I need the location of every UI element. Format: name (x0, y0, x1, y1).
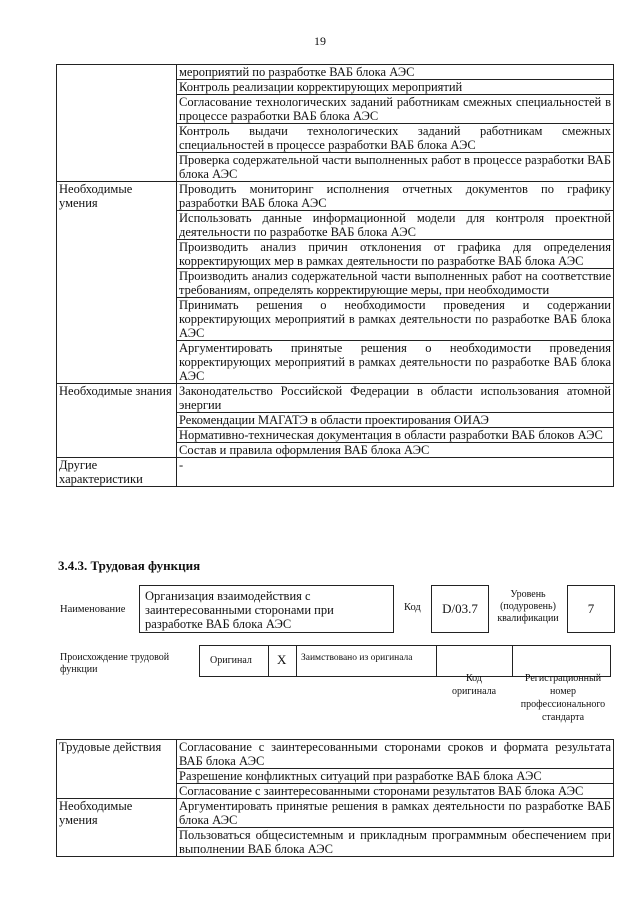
row-item-text: Рекомендации МАГАТЭ в области проектирования ОИАЭ (179, 413, 489, 427)
function-name-value: Организация взаимодействия с заинтересованными сторонами при разработке ВАБ блока АЭС (145, 589, 334, 631)
row-item-text: Проверка содержательной части выполненных работ в процессе разработки ВАБ блока АЭС (179, 153, 611, 181)
original-mark: X (277, 652, 287, 667)
divider (436, 646, 437, 676)
row-item-text: Использовать данные информационной модели для контроля проектной деятельности по разработке ВАБ блока АЭС (179, 211, 611, 239)
skills-table-bottom-body (57, 740, 614, 857)
row-item-text: - (179, 458, 184, 472)
row-item-text: Нормативно-техническая документация в области разработки ВАБ блоков АЭС (179, 428, 603, 442)
divider (268, 646, 269, 676)
row-label: Необходимые умения (57, 182, 177, 384)
row-item (177, 413, 614, 428)
row-item-text: Принимать решения о необходимости проведения и содержании корректирующих мероприятий в рамках деятельности по разработке ВАБ блока АЭС (179, 298, 611, 340)
row-item-text: Аргументировать принятые решения о необходимости проведения корректирующих мероприятий в рамках деятельности по разработке ВАБ блока АЭС (179, 341, 611, 383)
row-item (177, 182, 614, 211)
row-label: Необходимые умения (57, 799, 177, 857)
section-heading: 3.4.3. Трудовая функция (58, 558, 201, 573)
table-row (57, 740, 614, 769)
function-name-box (139, 585, 394, 633)
row-item-text: мероприятий по разработке ВАБ блока АЭС (179, 65, 415, 79)
code-label: Код (404, 602, 421, 613)
row-item (177, 240, 614, 269)
row-item (177, 740, 614, 769)
row-item (177, 298, 614, 341)
row-label (57, 65, 177, 182)
row-item (177, 384, 614, 413)
divider (296, 646, 297, 676)
row-item-text: Контроль реализации корректирующих мероприятий (179, 80, 463, 94)
row-item (177, 799, 614, 828)
code-value: D/03.7 (442, 601, 478, 616)
skills-table-bottom (56, 739, 614, 857)
row-label: Трудовые действия (57, 740, 177, 799)
table-row (57, 458, 614, 487)
row-item-text: Согласование с заинтересованными сторонами сроков и формата результата ВАБ блока АЭС (179, 740, 611, 768)
row-item (177, 443, 614, 458)
reg-number-label: Регистрационный номер профессионального стандарта (520, 673, 606, 723)
row-item-text: Согласование технологических заданий работникам смежных специальностей в процессе разработки ВАБ блока АЭС (179, 95, 611, 123)
row-item (177, 211, 614, 240)
level-value: 7 (587, 601, 595, 616)
table-row (57, 799, 614, 828)
level-box (567, 585, 615, 633)
skills-table-top (56, 64, 614, 487)
row-item (177, 269, 614, 298)
row-item (177, 458, 614, 487)
table-row (57, 182, 614, 211)
row-item (177, 65, 614, 80)
row-item-text: Аргументировать принятые решения в рамках деятельности по разработке ВАБ блока АЭС (179, 799, 611, 827)
row-item-text: Разрешение конфликтных ситуаций при разработке ВАБ блока АЭС (179, 769, 542, 783)
row-item (177, 124, 614, 153)
row-label: Необходимые знания (57, 384, 177, 458)
page-number: 19 (314, 34, 326, 48)
row-item (177, 95, 614, 124)
row-item (177, 341, 614, 384)
row-item (177, 769, 614, 784)
row-item (177, 153, 614, 182)
row-item-text: Проводить мониторинг исполнения отчетных документов по графику разработки ВАБ блока АЭС (179, 182, 611, 210)
code-box (431, 585, 489, 633)
row-label: Другие характеристики (57, 458, 177, 487)
row-item (177, 784, 614, 799)
row-item (177, 828, 614, 857)
table-row (57, 65, 614, 80)
level-label: Уровень (подуровень) квалификации (497, 589, 559, 624)
table-row (57, 384, 614, 413)
row-item-text: Производить анализ причин отклонения от графика для определения корректирующих мер в рамках деятельности по разработке ВАБ блока АЭС (179, 240, 611, 268)
row-item (177, 428, 614, 443)
original-label: Оригинал (210, 655, 252, 666)
skills-table-top-body (57, 65, 614, 487)
row-item-text: Согласование с заинтересованными сторонами результатов ВАБ блока АЭС (179, 784, 584, 798)
row-item-text: Состав и правила оформления ВАБ блока АЭС (179, 443, 430, 457)
name-label: Наименование (60, 604, 126, 615)
row-item-text: Законодательство Российской Федерации в области использования атомной энергии (179, 384, 611, 412)
code-original-label: Код оригинала (451, 673, 497, 697)
row-item-text: Контроль выдачи технологических заданий работникам смежных специальностей в процессе разработки ВАБ блока АЭС (179, 124, 611, 152)
borrowed-label: Заимствовано из оригинала (301, 653, 413, 663)
row-item (177, 80, 614, 95)
row-item-text: Производить анализ содержательной части выполненных работ на соответствие требованиям, определять корректирующие меры, при необходимости (179, 269, 611, 297)
origin-label: Происхождение трудовой функции (60, 652, 170, 675)
row-item-text: Пользоваться общесистемным и прикладным программным обеспечением при выполнении ВАБ блока АЭС (179, 828, 611, 856)
